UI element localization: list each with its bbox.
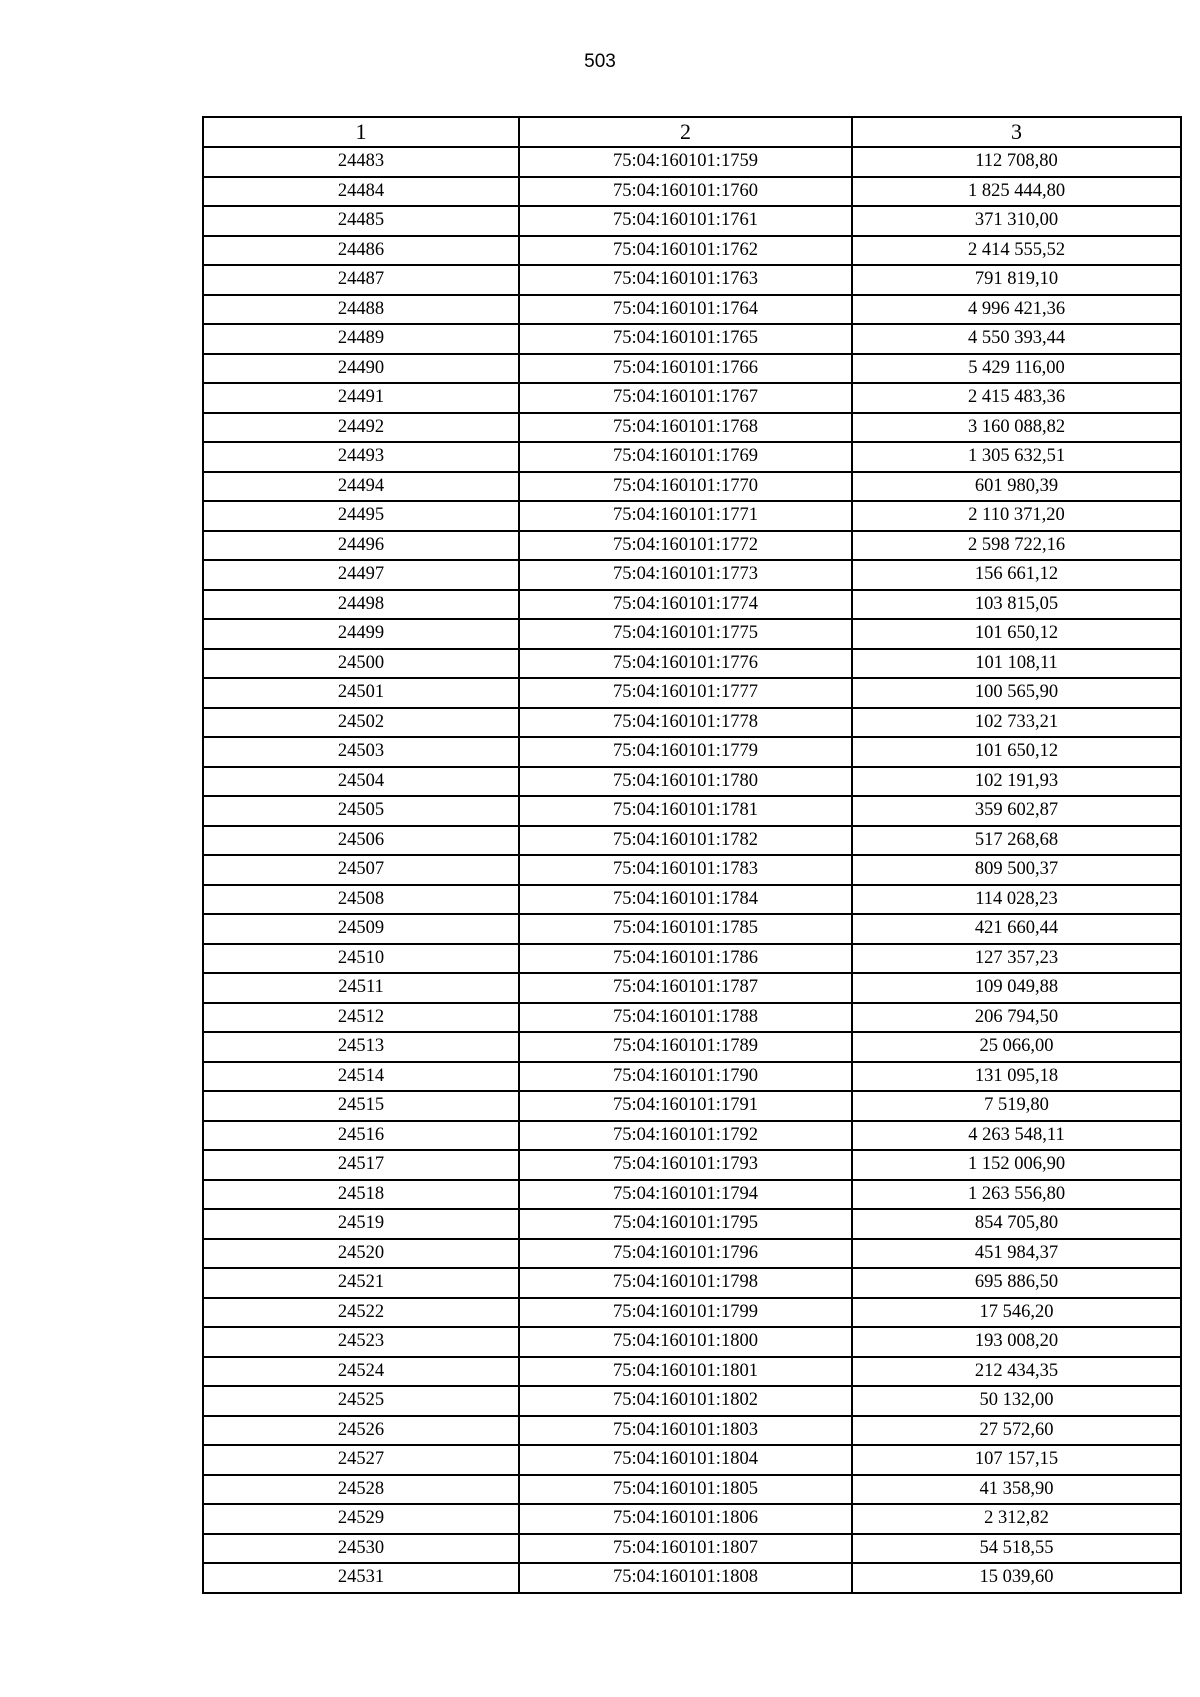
cadastral-number-cell: 75:04:160101:1801 bbox=[519, 1357, 852, 1387]
value-cell: 791 819,10 bbox=[852, 265, 1181, 295]
cadastral-number-cell: 75:04:160101:1770 bbox=[519, 472, 852, 502]
value-cell: 17 546,20 bbox=[852, 1298, 1181, 1328]
value-cell: 371 310,00 bbox=[852, 206, 1181, 236]
table-row bbox=[203, 1209, 1181, 1239]
value-cell: 112 708,80 bbox=[852, 147, 1181, 177]
value-cell: 359 602,87 bbox=[852, 796, 1181, 826]
value-cell: 193 008,20 bbox=[852, 1327, 1181, 1357]
value-cell: 601 980,39 bbox=[852, 472, 1181, 502]
table-row bbox=[203, 737, 1181, 767]
value-cell: 2 110 371,20 bbox=[852, 501, 1181, 531]
row-number-cell: 24530 bbox=[203, 1534, 519, 1564]
table-row bbox=[203, 413, 1181, 443]
value-cell: 127 357,23 bbox=[852, 944, 1181, 974]
row-number-cell: 24504 bbox=[203, 767, 519, 797]
row-number-cell: 24487 bbox=[203, 265, 519, 295]
value-cell: 27 572,60 bbox=[852, 1416, 1181, 1446]
table-row bbox=[203, 973, 1181, 1003]
row-number-cell: 24529 bbox=[203, 1504, 519, 1534]
table-row bbox=[203, 354, 1181, 384]
cadastral-number-cell: 75:04:160101:1785 bbox=[519, 914, 852, 944]
column-header-3: 3 bbox=[852, 117, 1181, 147]
table-row bbox=[203, 1475, 1181, 1505]
table-row bbox=[203, 855, 1181, 885]
row-number-cell: 24500 bbox=[203, 649, 519, 679]
table-row bbox=[203, 1091, 1181, 1121]
cadastral-number-cell: 75:04:160101:1798 bbox=[519, 1268, 852, 1298]
table-row bbox=[203, 944, 1181, 974]
value-cell: 3 160 088,82 bbox=[852, 413, 1181, 443]
row-number-cell: 24520 bbox=[203, 1239, 519, 1269]
cadastral-number-cell: 75:04:160101:1805 bbox=[519, 1475, 852, 1505]
table-row bbox=[203, 708, 1181, 738]
cadastral-number-cell: 75:04:160101:1767 bbox=[519, 383, 852, 413]
table-row bbox=[203, 1268, 1181, 1298]
table-row bbox=[203, 590, 1181, 620]
cadastral-number-cell: 75:04:160101:1768 bbox=[519, 413, 852, 443]
row-number-cell: 24523 bbox=[203, 1327, 519, 1357]
cadastral-number-cell: 75:04:160101:1778 bbox=[519, 708, 852, 738]
cadastral-number-cell: 75:04:160101:1772 bbox=[519, 531, 852, 561]
cadastral-number-cell: 75:04:160101:1790 bbox=[519, 1062, 852, 1092]
row-number-cell: 24486 bbox=[203, 236, 519, 266]
table-row bbox=[203, 1416, 1181, 1446]
table-row bbox=[203, 914, 1181, 944]
cadastral-number-cell: 75:04:160101:1781 bbox=[519, 796, 852, 826]
table-row bbox=[203, 265, 1181, 295]
row-number-cell: 24506 bbox=[203, 826, 519, 856]
value-cell: 695 886,50 bbox=[852, 1268, 1181, 1298]
cadastral-number-cell: 75:04:160101:1775 bbox=[519, 619, 852, 649]
row-number-cell: 24495 bbox=[203, 501, 519, 531]
row-number-cell: 24522 bbox=[203, 1298, 519, 1328]
table-row bbox=[203, 1121, 1181, 1151]
value-cell: 421 660,44 bbox=[852, 914, 1181, 944]
row-number-cell: 24498 bbox=[203, 590, 519, 620]
cadastral-number-cell: 75:04:160101:1783 bbox=[519, 855, 852, 885]
cadastral-number-cell: 75:04:160101:1779 bbox=[519, 737, 852, 767]
value-cell: 114 028,23 bbox=[852, 885, 1181, 915]
table-row bbox=[203, 383, 1181, 413]
cadastral-number-cell: 75:04:160101:1791 bbox=[519, 1091, 852, 1121]
row-number-cell: 24531 bbox=[203, 1563, 519, 1593]
row-number-cell: 24516 bbox=[203, 1121, 519, 1151]
row-number-cell: 24510 bbox=[203, 944, 519, 974]
row-number-cell: 24521 bbox=[203, 1268, 519, 1298]
cadastral-number-cell: 75:04:160101:1774 bbox=[519, 590, 852, 620]
value-cell: 4 550 393,44 bbox=[852, 324, 1181, 354]
table-row bbox=[203, 1298, 1181, 1328]
value-cell: 2 598 722,16 bbox=[852, 531, 1181, 561]
value-cell: 809 500,37 bbox=[852, 855, 1181, 885]
row-number-cell: 24490 bbox=[203, 354, 519, 384]
row-number-cell: 24497 bbox=[203, 560, 519, 590]
table-row bbox=[203, 1032, 1181, 1062]
column-header-2: 2 bbox=[519, 117, 852, 147]
table-row bbox=[203, 1150, 1181, 1180]
cadastral-number-cell: 75:04:160101:1788 bbox=[519, 1003, 852, 1033]
cadastral-number-cell: 75:04:160101:1782 bbox=[519, 826, 852, 856]
value-cell: 41 358,90 bbox=[852, 1475, 1181, 1505]
row-number-cell: 24513 bbox=[203, 1032, 519, 1062]
cadastral-number-cell: 75:04:160101:1763 bbox=[519, 265, 852, 295]
value-cell: 15 039,60 bbox=[852, 1563, 1181, 1593]
row-number-cell: 24501 bbox=[203, 678, 519, 708]
row-number-cell: 24496 bbox=[203, 531, 519, 561]
table-row bbox=[203, 826, 1181, 856]
value-cell: 131 095,18 bbox=[852, 1062, 1181, 1092]
table-row bbox=[203, 649, 1181, 679]
table-row bbox=[203, 236, 1181, 266]
row-number-cell: 24493 bbox=[203, 442, 519, 472]
row-number-cell: 24502 bbox=[203, 708, 519, 738]
row-number-cell: 24483 bbox=[203, 147, 519, 177]
value-cell: 100 565,90 bbox=[852, 678, 1181, 708]
table-row bbox=[203, 206, 1181, 236]
value-cell: 156 661,12 bbox=[852, 560, 1181, 590]
table-row bbox=[203, 1534, 1181, 1564]
value-cell: 102 733,21 bbox=[852, 708, 1181, 738]
table-row bbox=[203, 1357, 1181, 1387]
cadastral-number-cell: 75:04:160101:1807 bbox=[519, 1534, 852, 1564]
cadastral-number-cell: 75:04:160101:1786 bbox=[519, 944, 852, 974]
cadastral-number-cell: 75:04:160101:1793 bbox=[519, 1150, 852, 1180]
cadastral-number-cell: 75:04:160101:1761 bbox=[519, 206, 852, 236]
value-cell: 1 263 556,80 bbox=[852, 1180, 1181, 1210]
cadastral-number-cell: 75:04:160101:1777 bbox=[519, 678, 852, 708]
table-row bbox=[203, 796, 1181, 826]
value-cell: 107 157,15 bbox=[852, 1445, 1181, 1475]
cadastral-number-cell: 75:04:160101:1795 bbox=[519, 1209, 852, 1239]
cadastral-number-cell: 75:04:160101:1766 bbox=[519, 354, 852, 384]
cadastral-number-cell: 75:04:160101:1787 bbox=[519, 973, 852, 1003]
value-cell: 4 996 421,36 bbox=[852, 295, 1181, 325]
table-row bbox=[203, 501, 1181, 531]
row-number-cell: 24509 bbox=[203, 914, 519, 944]
table-row bbox=[203, 885, 1181, 915]
row-number-cell: 24503 bbox=[203, 737, 519, 767]
value-cell: 7 519,80 bbox=[852, 1091, 1181, 1121]
page-number: 503 bbox=[584, 51, 616, 72]
row-number-cell: 24492 bbox=[203, 413, 519, 443]
row-number-cell: 24489 bbox=[203, 324, 519, 354]
table-row bbox=[203, 767, 1181, 797]
column-header-1: 1 bbox=[203, 117, 519, 147]
table-row bbox=[203, 1504, 1181, 1534]
row-number-cell: 24485 bbox=[203, 206, 519, 236]
data-table bbox=[202, 116, 1182, 1594]
value-cell: 4 263 548,11 bbox=[852, 1121, 1181, 1151]
row-number-cell: 24499 bbox=[203, 619, 519, 649]
value-cell: 206 794,50 bbox=[852, 1003, 1181, 1033]
row-number-cell: 24512 bbox=[203, 1003, 519, 1033]
cadastral-number-cell: 75:04:160101:1776 bbox=[519, 649, 852, 679]
cadastral-number-cell: 75:04:160101:1765 bbox=[519, 324, 852, 354]
cadastral-number-cell: 75:04:160101:1760 bbox=[519, 177, 852, 207]
row-number-cell: 24508 bbox=[203, 885, 519, 915]
cadastral-number-cell: 75:04:160101:1789 bbox=[519, 1032, 852, 1062]
table-row bbox=[203, 560, 1181, 590]
table-row bbox=[203, 1386, 1181, 1416]
value-cell: 1 152 006,90 bbox=[852, 1150, 1181, 1180]
cadastral-number-cell: 75:04:160101:1806 bbox=[519, 1504, 852, 1534]
cadastral-number-cell: 75:04:160101:1808 bbox=[519, 1563, 852, 1593]
table-row bbox=[203, 1062, 1181, 1092]
cadastral-number-cell: 75:04:160101:1771 bbox=[519, 501, 852, 531]
cadastral-number-cell: 75:04:160101:1762 bbox=[519, 236, 852, 266]
table-row bbox=[203, 1327, 1181, 1357]
value-cell: 103 815,05 bbox=[852, 590, 1181, 620]
value-cell: 25 066,00 bbox=[852, 1032, 1181, 1062]
cadastral-number-cell: 75:04:160101:1759 bbox=[519, 147, 852, 177]
table-row bbox=[203, 619, 1181, 649]
table-row bbox=[203, 1003, 1181, 1033]
row-number-cell: 24525 bbox=[203, 1386, 519, 1416]
table-row bbox=[203, 442, 1181, 472]
value-cell: 451 984,37 bbox=[852, 1239, 1181, 1269]
value-cell: 212 434,35 bbox=[852, 1357, 1181, 1387]
cadastral-number-cell: 75:04:160101:1799 bbox=[519, 1298, 852, 1328]
cadastral-number-cell: 75:04:160101:1803 bbox=[519, 1416, 852, 1446]
row-number-cell: 24488 bbox=[203, 295, 519, 325]
table-row bbox=[203, 1180, 1181, 1210]
cadastral-number-cell: 75:04:160101:1804 bbox=[519, 1445, 852, 1475]
value-cell: 1 825 444,80 bbox=[852, 177, 1181, 207]
cadastral-number-cell: 75:04:160101:1780 bbox=[519, 767, 852, 797]
row-number-cell: 24514 bbox=[203, 1062, 519, 1092]
value-cell: 5 429 116,00 bbox=[852, 354, 1181, 384]
value-cell: 517 268,68 bbox=[852, 826, 1181, 856]
table-header bbox=[203, 117, 1181, 147]
value-cell: 854 705,80 bbox=[852, 1209, 1181, 1239]
row-number-cell: 24526 bbox=[203, 1416, 519, 1446]
row-number-cell: 24494 bbox=[203, 472, 519, 502]
row-number-cell: 24527 bbox=[203, 1445, 519, 1475]
value-cell: 109 049,88 bbox=[852, 973, 1181, 1003]
row-number-cell: 24519 bbox=[203, 1209, 519, 1239]
table-row bbox=[203, 1445, 1181, 1475]
table-row bbox=[203, 295, 1181, 325]
row-number-cell: 24518 bbox=[203, 1180, 519, 1210]
cadastral-number-cell: 75:04:160101:1792 bbox=[519, 1121, 852, 1151]
table-body bbox=[203, 147, 1181, 1593]
cadastral-number-cell: 75:04:160101:1796 bbox=[519, 1239, 852, 1269]
row-number-cell: 24517 bbox=[203, 1150, 519, 1180]
value-cell: 101 108,11 bbox=[852, 649, 1181, 679]
value-cell: 1 305 632,51 bbox=[852, 442, 1181, 472]
value-cell: 2 415 483,36 bbox=[852, 383, 1181, 413]
cadastral-number-cell: 75:04:160101:1764 bbox=[519, 295, 852, 325]
row-number-cell: 24528 bbox=[203, 1475, 519, 1505]
value-cell: 54 518,55 bbox=[852, 1534, 1181, 1564]
row-number-cell: 24515 bbox=[203, 1091, 519, 1121]
row-number-cell: 24511 bbox=[203, 973, 519, 1003]
row-number-cell: 24505 bbox=[203, 796, 519, 826]
cadastral-number-cell: 75:04:160101:1800 bbox=[519, 1327, 852, 1357]
row-number-cell: 24524 bbox=[203, 1357, 519, 1387]
table-row bbox=[203, 1563, 1181, 1593]
value-cell: 101 650,12 bbox=[852, 737, 1181, 767]
value-cell: 101 650,12 bbox=[852, 619, 1181, 649]
value-cell: 2 414 555,52 bbox=[852, 236, 1181, 266]
table-row bbox=[203, 1239, 1181, 1269]
table-row bbox=[203, 531, 1181, 561]
table-row bbox=[203, 472, 1181, 502]
value-cell: 50 132,00 bbox=[852, 1386, 1181, 1416]
value-cell: 102 191,93 bbox=[852, 767, 1181, 797]
table-row bbox=[203, 177, 1181, 207]
table-row bbox=[203, 147, 1181, 177]
table-row bbox=[203, 324, 1181, 354]
cadastral-number-cell: 75:04:160101:1794 bbox=[519, 1180, 852, 1210]
table-row bbox=[203, 678, 1181, 708]
header-row bbox=[203, 117, 1181, 147]
cadastral-number-cell: 75:04:160101:1773 bbox=[519, 560, 852, 590]
cadastral-number-cell: 75:04:160101:1769 bbox=[519, 442, 852, 472]
cadastral-number-cell: 75:04:160101:1802 bbox=[519, 1386, 852, 1416]
cadastral-number-cell: 75:04:160101:1784 bbox=[519, 885, 852, 915]
row-number-cell: 24484 bbox=[203, 177, 519, 207]
value-cell: 2 312,82 bbox=[852, 1504, 1181, 1534]
row-number-cell: 24491 bbox=[203, 383, 519, 413]
row-number-cell: 24507 bbox=[203, 855, 519, 885]
